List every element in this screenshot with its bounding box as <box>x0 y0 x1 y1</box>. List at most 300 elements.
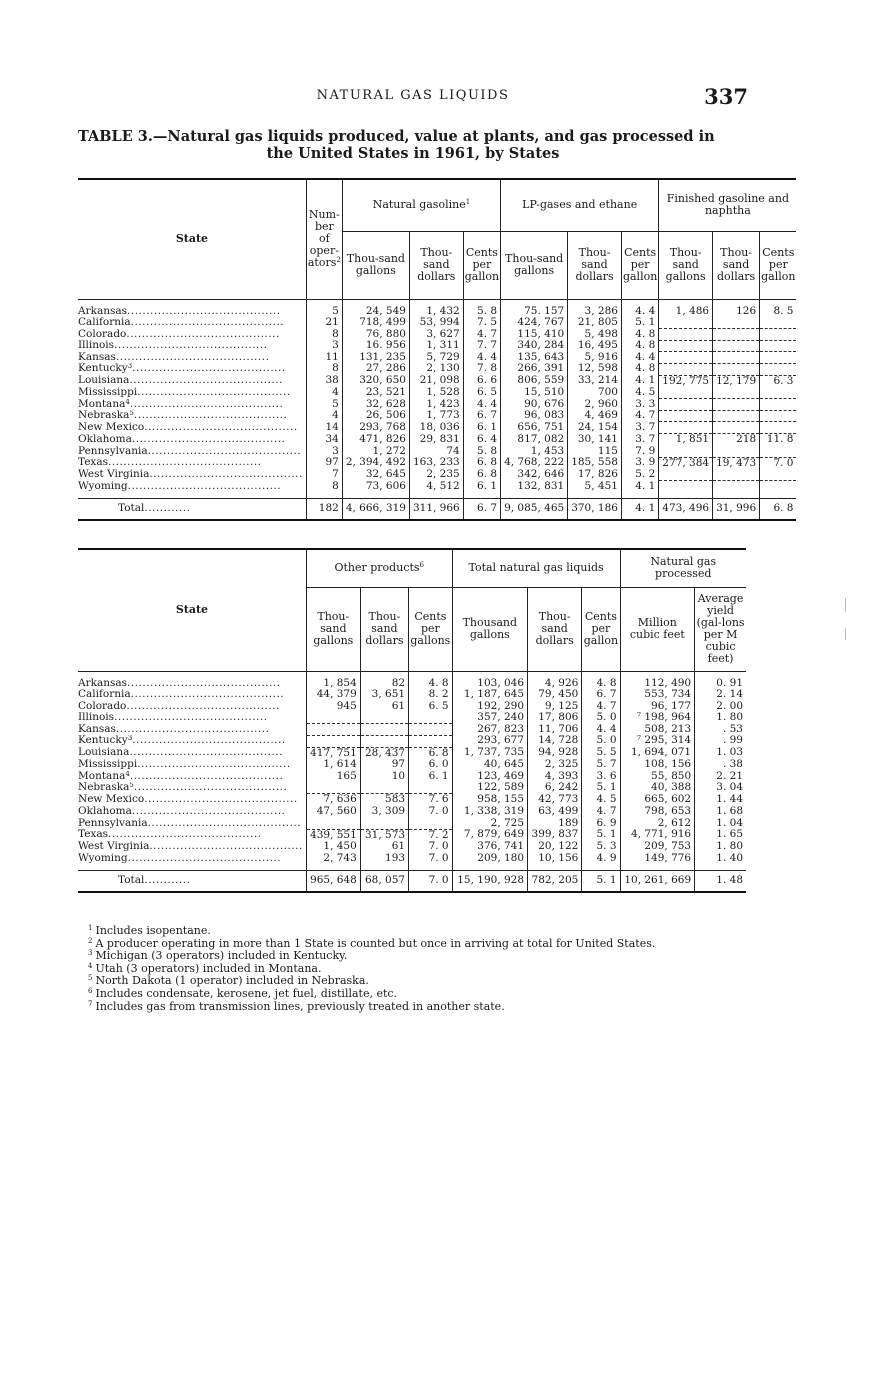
data-cell <box>306 782 360 794</box>
data-cell: 8 <box>306 363 342 375</box>
leader-dots: ........................................ <box>130 689 285 701</box>
data-cell: 4. 8 <box>621 329 658 341</box>
data-cell <box>306 712 360 724</box>
data-cell: 2, 394, 492 <box>342 457 409 469</box>
data-cell: 4. 1 <box>621 481 658 498</box>
total-label: Total............ <box>78 498 306 520</box>
data-cell: 4. 7 <box>621 410 658 422</box>
data-cell <box>409 724 453 736</box>
total-cell: 311, 966 <box>409 498 463 520</box>
data-cell <box>659 352 713 364</box>
leader-dots: ........................................ <box>133 410 288 422</box>
leader-dots: ........................................ <box>126 328 280 340</box>
group-header: Natural gas processed <box>620 549 746 587</box>
data-cell: 3, 651 <box>360 689 408 701</box>
total-row <box>78 498 796 520</box>
data-cell <box>659 446 713 458</box>
data-cell <box>760 399 797 411</box>
data-cell <box>659 422 713 434</box>
state-name: Illinois <box>78 340 115 352</box>
data-cell: 14 <box>306 422 342 434</box>
data-cell: 508, 213 <box>620 724 695 736</box>
table-row <box>78 434 796 446</box>
data-cell: 5. 7 <box>582 759 620 771</box>
data-cell: 5, 451 <box>568 481 622 498</box>
column-header: Thou-sand dollars <box>360 587 408 671</box>
column-header: Thou-sand gallons <box>306 587 360 671</box>
data-cell: 7. 9 <box>621 446 658 458</box>
data-cell <box>760 363 797 375</box>
data-cell: 6. 9 <box>582 818 620 830</box>
table-row <box>78 422 796 434</box>
state-cell <box>78 712 306 724</box>
group-header: Finished gasoline and naphtha <box>659 179 797 231</box>
table-row <box>78 387 796 399</box>
data-cell: 79, 450 <box>528 689 582 701</box>
data-cell <box>306 724 360 736</box>
state-name: Colorado <box>78 328 127 340</box>
data-cell: 26, 506 <box>342 410 409 422</box>
data-cell: 1, 528 <box>409 387 463 399</box>
table-row <box>78 317 796 329</box>
data-cell: 115 <box>568 446 622 458</box>
data-cell: 8. 5 <box>760 299 797 317</box>
data-cell: 1. 40 <box>695 853 746 870</box>
data-cell: 6. 0 <box>409 759 453 771</box>
data-cell <box>713 317 760 329</box>
data-cell: 18, 036 <box>409 422 463 434</box>
data-cell: 16. 956 <box>342 340 409 352</box>
page-header <box>78 84 748 110</box>
data-cell: 4. 4 <box>463 399 500 411</box>
leader-dots: ........................................ <box>147 445 302 457</box>
data-cell <box>306 735 360 747</box>
leader-dots: ........................................ <box>129 770 284 782</box>
leader-dots: ........................................ <box>127 852 282 864</box>
footnote: $^2$ A producer operating in more than 1 State is counted but once in arriving at total for United States. <box>88 936 656 950</box>
data-cell <box>659 387 713 399</box>
column-header: Thou-sand dollars <box>528 587 582 671</box>
leader-dots: ........................................ <box>133 782 288 794</box>
total-row <box>78 870 746 892</box>
data-cell <box>760 446 797 458</box>
state-name: Kansas <box>78 723 116 735</box>
data-cell: 1, 187, 645 <box>452 689 527 701</box>
data-cell: 94, 928 <box>528 747 582 759</box>
footnote: $^7$ Includes gas from transmission lines, previously treated in another state. <box>88 999 505 1013</box>
state-cell <box>78 724 306 736</box>
data-cell: 4. 1 <box>621 375 658 387</box>
state-cell <box>78 434 306 446</box>
data-cell: 131, 235 <box>342 352 409 364</box>
state-cell <box>78 352 306 364</box>
data-cell <box>760 317 797 329</box>
data-cell <box>659 399 713 411</box>
total-cell: 782, 205 <box>528 870 582 892</box>
data-cell: 8 <box>306 481 342 498</box>
state-cell <box>78 689 306 701</box>
state-cell <box>78 329 306 341</box>
data-cell <box>760 422 797 434</box>
data-cell: 5. 2 <box>621 469 658 481</box>
data-cell <box>360 782 408 794</box>
data-cell: 3. 04 <box>695 782 746 794</box>
data-cell: 3, 286 <box>568 299 622 317</box>
data-cell: 277, 384 <box>659 457 713 469</box>
data-cell <box>713 446 760 458</box>
data-cell: 112, 490 <box>620 671 695 689</box>
data-cell <box>409 818 453 830</box>
data-cell: 7. 0 <box>409 853 453 870</box>
data-cell: 6. 3 <box>760 375 797 387</box>
data-cell: 74 <box>409 446 463 458</box>
data-cell: 163, 233 <box>409 457 463 469</box>
state-name: Louisiana <box>78 747 130 759</box>
data-cell: 21, 098 <box>409 375 463 387</box>
data-cell: 1, 694, 071 <box>620 747 695 759</box>
data-cell <box>760 340 797 352</box>
state-name: Mississippi <box>78 759 138 771</box>
data-cell: 7. 2 <box>409 829 453 841</box>
table-row <box>78 771 746 783</box>
data-cell: 55, 850 <box>620 771 695 783</box>
data-cell: 665, 602 <box>620 794 695 806</box>
column-header: Million cubic feet <box>620 587 695 671</box>
data-cell: 82 <box>360 671 408 689</box>
data-cell <box>760 410 797 422</box>
data-cell: 192, 775 <box>659 375 713 387</box>
table-row <box>78 671 746 689</box>
leader-dots: ........................................ <box>129 375 283 387</box>
state-name: Kentucky <box>78 363 128 375</box>
data-cell: 15, 510 <box>501 387 568 399</box>
data-cell: 126 <box>713 299 760 317</box>
margin-mark <box>845 628 846 640</box>
total-cell: 4, 666, 319 <box>342 498 409 520</box>
data-cell: 108, 156 <box>620 759 695 771</box>
data-cell: 4. 7 <box>463 329 500 341</box>
data-cell: 5. 8 <box>463 446 500 458</box>
total-cell: 68, 057 <box>360 870 408 892</box>
leader-dots: ........................................ <box>131 433 286 445</box>
data-cell: 132, 831 <box>501 481 568 498</box>
data-cell: 945 <box>306 701 360 713</box>
state-cell <box>78 853 306 870</box>
data-cell: 61 <box>360 701 408 713</box>
data-cell: 6. 1 <box>409 771 453 783</box>
data-cell: 3. 7 <box>621 434 658 446</box>
data-cell: 192, 290 <box>452 701 527 713</box>
data-cell: 73, 606 <box>342 481 409 498</box>
data-cell: 4, 771, 916 <box>620 829 695 841</box>
data-cell: 193 <box>360 853 408 870</box>
data-cell: 61 <box>360 841 408 853</box>
leader-dots: ........................................ <box>137 759 291 771</box>
data-cell: 4, 926 <box>528 671 582 689</box>
data-cell: 1. 65 <box>695 829 746 841</box>
state-cell <box>78 410 306 422</box>
state-cell <box>78 782 306 794</box>
data-cell: 1, 272 <box>342 446 409 458</box>
state-name: Kansas <box>78 351 116 363</box>
data-cell <box>713 363 760 375</box>
state-cell <box>78 671 306 689</box>
data-cell: 185, 558 <box>568 457 622 469</box>
data-cell <box>760 469 797 481</box>
data-cell: 40, 645 <box>452 759 527 771</box>
data-cell: 34 <box>306 434 342 446</box>
data-cell: 12, 598 <box>568 363 622 375</box>
data-cell: 4, 393 <box>528 771 582 783</box>
data-cell <box>713 399 760 411</box>
data-cell: 123, 469 <box>452 771 527 783</box>
data-cell: 7. 7 <box>463 340 500 352</box>
data-cell <box>360 735 408 747</box>
data-cell: 122, 589 <box>452 782 527 794</box>
state-name: New Mexico <box>78 421 145 433</box>
column-header: Thou-sand gallons <box>501 231 568 299</box>
data-cell: 7, 636 <box>306 794 360 806</box>
total-cell: 9, 085, 465 <box>501 498 568 520</box>
footnote-ref: 5 <box>129 410 134 418</box>
table-row <box>78 481 796 498</box>
data-cell: 1. 80 <box>695 712 746 724</box>
data-cell: 90, 676 <box>501 399 568 411</box>
caption-line-2: the United States in 1961, by States <box>266 145 560 162</box>
data-cell: 1, 614 <box>306 759 360 771</box>
state-cell <box>78 806 306 818</box>
data-cell: 5. 3 <box>582 841 620 853</box>
data-cell: 2, 743 <box>306 853 360 870</box>
total-label: Total............ <box>78 870 306 892</box>
state-cell <box>78 317 306 329</box>
state-cell <box>78 759 306 771</box>
data-cell: 9, 125 <box>528 701 582 713</box>
column-header: Thou-sand dollars <box>409 231 463 299</box>
data-cell: 97 <box>306 457 342 469</box>
data-cell: 6. 8 <box>409 747 453 759</box>
data-cell: ⁷ 295, 314 <box>620 735 695 747</box>
leader-dots: ........................................ <box>131 806 286 818</box>
data-cell: 4. 5 <box>582 794 620 806</box>
column-header: Cents per gallons <box>409 587 453 671</box>
total-cell: 370, 186 <box>568 498 622 520</box>
page-number: 337 <box>704 84 748 109</box>
data-cell: 97 <box>360 759 408 771</box>
data-cell: 266, 391 <box>501 363 568 375</box>
data-cell: 5. 1 <box>621 317 658 329</box>
state-cell <box>78 457 306 469</box>
data-cell: 5. 8 <box>463 299 500 317</box>
column-header: Thou-sand dollars <box>568 231 622 299</box>
data-cell: 7. 0 <box>409 806 453 818</box>
data-cell <box>360 724 408 736</box>
data-cell: 817, 082 <box>501 434 568 446</box>
state-cell <box>78 818 306 830</box>
leader-dots: ........................................ <box>107 829 262 841</box>
data-cell: 209, 180 <box>452 853 527 870</box>
data-cell <box>409 735 453 747</box>
data-cell <box>713 422 760 434</box>
leader-dots: ........................................ <box>147 817 302 829</box>
data-cell: 8 <box>306 329 342 341</box>
state-name: California <box>78 689 131 701</box>
data-cell: 4. 8 <box>621 340 658 352</box>
column-header: Thou-sand dollars <box>713 231 760 299</box>
data-cell: 4. 9 <box>582 853 620 870</box>
data-cell: 2, 725 <box>452 818 527 830</box>
state-cell <box>78 841 306 853</box>
data-cell <box>713 387 760 399</box>
data-cell <box>360 818 408 830</box>
data-cell: 1, 423 <box>409 399 463 411</box>
data-cell: 2, 235 <box>409 469 463 481</box>
table-row <box>78 759 746 771</box>
data-cell: 1, 311 <box>409 340 463 352</box>
data-cell: 6. 7 <box>582 689 620 701</box>
state-cell <box>78 469 306 481</box>
data-cell: 6. 5 <box>409 701 453 713</box>
state-cell <box>78 446 306 458</box>
state-cell <box>78 829 306 841</box>
data-cell: 4. 4 <box>582 724 620 736</box>
data-cell <box>409 782 453 794</box>
data-cell: 7. 8 <box>463 363 500 375</box>
state-cell <box>78 422 306 434</box>
state-cell <box>78 794 306 806</box>
data-cell: 3, 309 <box>360 806 408 818</box>
data-cell: 23, 521 <box>342 387 409 399</box>
state-name: Montana <box>78 770 126 782</box>
footnote: $^4$ Utah (3 operators) included in Montana. <box>88 961 322 975</box>
column-header: Thousand gallons <box>452 587 527 671</box>
data-cell: 4. 8 <box>409 671 453 689</box>
data-cell: 5. 0 <box>582 712 620 724</box>
footnote-ref: 4 <box>125 398 130 406</box>
table-natural-gas-liquids-part1 <box>78 178 796 521</box>
group-header: LP-gases and ethane <box>501 179 659 231</box>
data-cell <box>659 469 713 481</box>
data-cell: 1, 486 <box>659 299 713 317</box>
data-cell: 3. 7 <box>621 422 658 434</box>
data-cell: 958, 155 <box>452 794 527 806</box>
data-cell: 115, 410 <box>501 329 568 341</box>
data-cell: 399, 837 <box>528 829 582 841</box>
state-cell <box>78 481 306 498</box>
footnote-ref: 5 <box>129 782 134 790</box>
state-name: Kentucky <box>78 735 128 747</box>
leader-dots: ........................................ <box>129 398 284 410</box>
table-row <box>78 299 796 317</box>
data-cell: 2, 130 <box>409 363 463 375</box>
leader-dots: ........................................ <box>114 712 268 724</box>
data-cell: 1. 68 <box>695 806 746 818</box>
data-cell: 5. 0 <box>582 735 620 747</box>
data-cell: 7. 5 <box>463 317 500 329</box>
leader-dots: ........................................ <box>107 457 262 469</box>
total-cell: 182 <box>306 498 342 520</box>
data-cell: 6. 8 <box>463 457 500 469</box>
data-cell <box>306 818 360 830</box>
data-cell <box>760 481 797 498</box>
data-cell: 3. 9 <box>621 457 658 469</box>
data-cell: 656, 751 <box>501 422 568 434</box>
total-cell: 10, 261, 669 <box>620 870 695 892</box>
data-cell: 1, 737, 735 <box>452 747 527 759</box>
state-name: Mississippi <box>78 387 138 399</box>
data-cell: 103, 046 <box>452 671 527 689</box>
state-name: Wyoming <box>78 852 128 864</box>
data-cell <box>713 481 760 498</box>
data-cell: 4, 469 <box>568 410 622 422</box>
data-cell: 4. 8 <box>621 363 658 375</box>
data-cell: 165 <box>306 771 360 783</box>
data-cell: 424, 767 <box>501 317 568 329</box>
data-cell: 38 <box>306 375 342 387</box>
data-cell: 4. 4 <box>621 352 658 364</box>
leader-dots: ........................................ <box>127 480 282 492</box>
data-cell: 96, 083 <box>501 410 568 422</box>
state-name: Oklahoma <box>78 433 132 445</box>
data-cell: 417, 751 <box>306 747 360 759</box>
state-name: Pennsylvania <box>78 817 148 829</box>
data-cell: 4. 4 <box>463 352 500 364</box>
table-row <box>78 806 746 818</box>
data-cell: 17, 806 <box>528 712 582 724</box>
total-cell: 473, 496 <box>659 498 713 520</box>
state-name: West Virginia <box>78 469 150 481</box>
data-cell: 1. 44 <box>695 794 746 806</box>
state-cell <box>78 375 306 387</box>
data-cell: 6, 242 <box>528 782 582 794</box>
data-cell: 14, 728 <box>528 735 582 747</box>
data-cell: 21, 805 <box>568 317 622 329</box>
data-cell: 4. 7 <box>582 806 620 818</box>
data-cell: 2. 00 <box>695 701 746 713</box>
data-cell <box>760 387 797 399</box>
data-cell: . 99 <box>695 735 746 747</box>
data-cell: 31, 573 <box>360 829 408 841</box>
data-cell: 7. 0 <box>760 457 797 469</box>
data-cell: 32, 628 <box>342 399 409 411</box>
data-cell: 27, 286 <box>342 363 409 375</box>
footnote: $^5$ North Dakota (1 operator) included in Nebraska. <box>88 974 369 988</box>
data-cell: 6. 4 <box>463 434 500 446</box>
state-cell <box>78 747 306 759</box>
data-cell: 6. 1 <box>463 481 500 498</box>
data-cell: 11 <box>306 352 342 364</box>
footnote: $^1$ Includes isopentane. <box>88 924 211 937</box>
data-cell <box>409 712 453 724</box>
state-name: Wyoming <box>78 480 128 492</box>
data-cell <box>713 352 760 364</box>
data-cell: 33, 214 <box>568 375 622 387</box>
operators-header: Num-ber of oper-ators$^2$ <box>306 179 342 299</box>
state-name: Louisiana <box>78 375 130 387</box>
column-header: Cents per gallon <box>463 231 500 299</box>
data-cell: 11. 8 <box>760 434 797 446</box>
data-cell: 40, 388 <box>620 782 695 794</box>
data-cell: 96, 177 <box>620 701 695 713</box>
footnote-ref: 3 <box>127 735 133 743</box>
data-cell: 5 <box>306 399 342 411</box>
data-cell: 471, 826 <box>342 434 409 446</box>
state-cell <box>78 340 306 352</box>
leader-dots: ........................................ <box>115 723 270 735</box>
leader-dots: ........................................ <box>115 351 270 363</box>
footnote: $^3$ Michigan (3 operators) included in Kentucky. <box>88 949 348 963</box>
state-name: Illinois <box>78 712 115 724</box>
